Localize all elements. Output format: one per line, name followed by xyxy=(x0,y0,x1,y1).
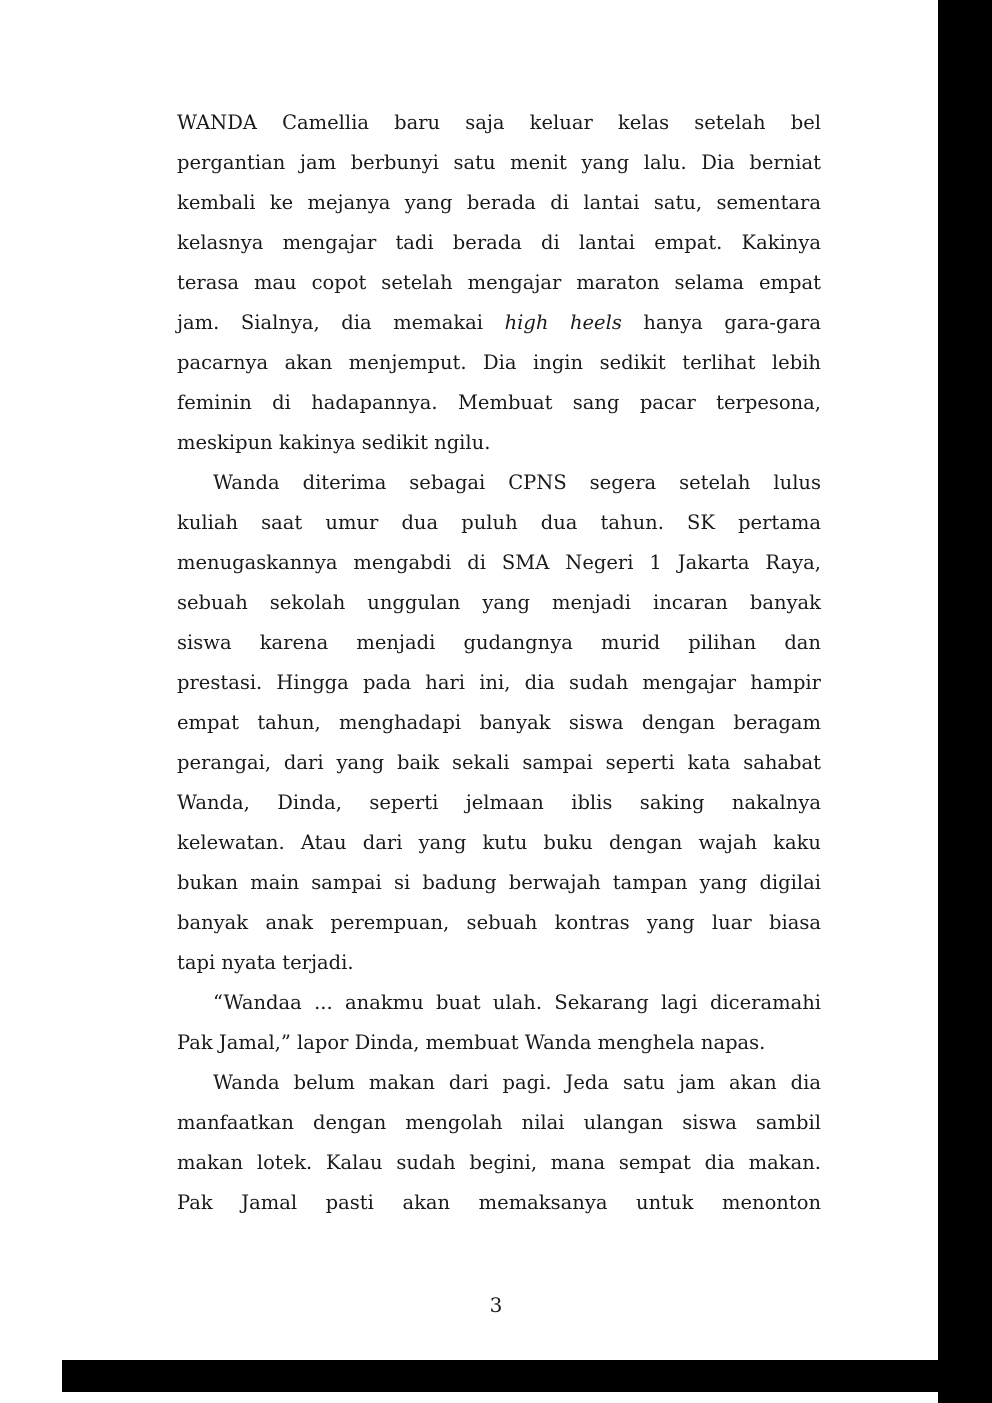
text-line: empat tahun, menghadapi banyak siswa dengan beragam xyxy=(177,711,821,734)
text-line: siswa karena menjadi gudangnya murid pilihan dan xyxy=(177,631,821,654)
scan-border-right xyxy=(938,0,992,1403)
text-line: “Wandaa ... anakmu buat ulah. Sekarang lagi diceramahi xyxy=(213,991,821,1014)
paragraph-2 xyxy=(177,463,821,983)
text-line: makan lotek. Kalau sudah begini, mana sempat dia makan. xyxy=(177,1151,821,1174)
text-line: jam. Sialnya, dia memakai high heels hanya gara-gara xyxy=(177,311,821,334)
text-line: meskipun kakinya sedikit ngilu. xyxy=(177,431,491,454)
text-line: manfaatkan dengan mengolah nilai ulangan siswa sambil xyxy=(177,1111,821,1134)
text-line: Pak Jamal,” lapor Dinda, membuat Wanda menghela napas. xyxy=(177,1031,766,1054)
text-line: sebuah sekolah unggulan yang menjadi incaran banyak xyxy=(177,591,821,614)
page-number: 3 xyxy=(489,1293,503,1317)
text-line: bukan main sampai si badung berwajah tampan yang digilai xyxy=(177,871,821,894)
text-line: pergantian jam berbunyi satu menit yang lalu. Dia berniat xyxy=(177,151,821,174)
paragraph-4 xyxy=(177,1063,821,1223)
italic-phrase: high heels xyxy=(504,311,622,334)
text-line: feminin di hadapannya. Membuat sang pacar terpesona, xyxy=(177,391,821,414)
text-line: menugaskannya mengabdi di SMA Negeri 1 Jakarta Raya, xyxy=(177,551,821,574)
paragraph-1 xyxy=(177,103,821,463)
paragraph-3 xyxy=(177,983,821,1063)
text-line: Wanda, Dinda, seperti jelmaan iblis saking nakalnya xyxy=(177,791,821,814)
text-line: kelewatan. Atau dari yang kutu buku dengan wajah kaku xyxy=(177,831,821,854)
text-line: WANDA Camellia baru saja keluar kelas setelah bel xyxy=(177,111,821,134)
text-line: pacarnya akan menjemput. Dia ingin sedikit terlihat lebih xyxy=(177,351,821,374)
text-line: prestasi. Hingga pada hari ini, dia sudah mengajar hampir xyxy=(177,671,821,694)
scan-border-bottom xyxy=(62,1360,992,1392)
text-line: kembali ke mejanya yang berada di lantai satu, sementara xyxy=(177,191,821,214)
text-line: Pak Jamal pasti akan memaksanya untuk menonton xyxy=(177,1191,821,1214)
text-line: kuliah saat umur dua puluh dua tahun. SK pertama xyxy=(177,511,821,534)
text-line: Wanda belum makan dari pagi. Jeda satu jam akan dia xyxy=(213,1071,821,1094)
text-line: banyak anak perempuan, sebuah kontras yang luar biasa xyxy=(177,911,821,934)
text-line: Wanda diterima sebagai CPNS segera setelah lulus xyxy=(213,471,821,494)
text-line: tapi nyata terjadi. xyxy=(177,951,354,974)
text-line: perangai, dari yang baik sekali sampai seperti kata sahabat xyxy=(177,751,821,774)
text-line: terasa mau copot setelah mengajar maraton selama empat xyxy=(177,271,821,294)
body-text xyxy=(177,103,821,1223)
text-line: kelasnya mengajar tadi berada di lantai empat. Kakinya xyxy=(177,231,821,254)
